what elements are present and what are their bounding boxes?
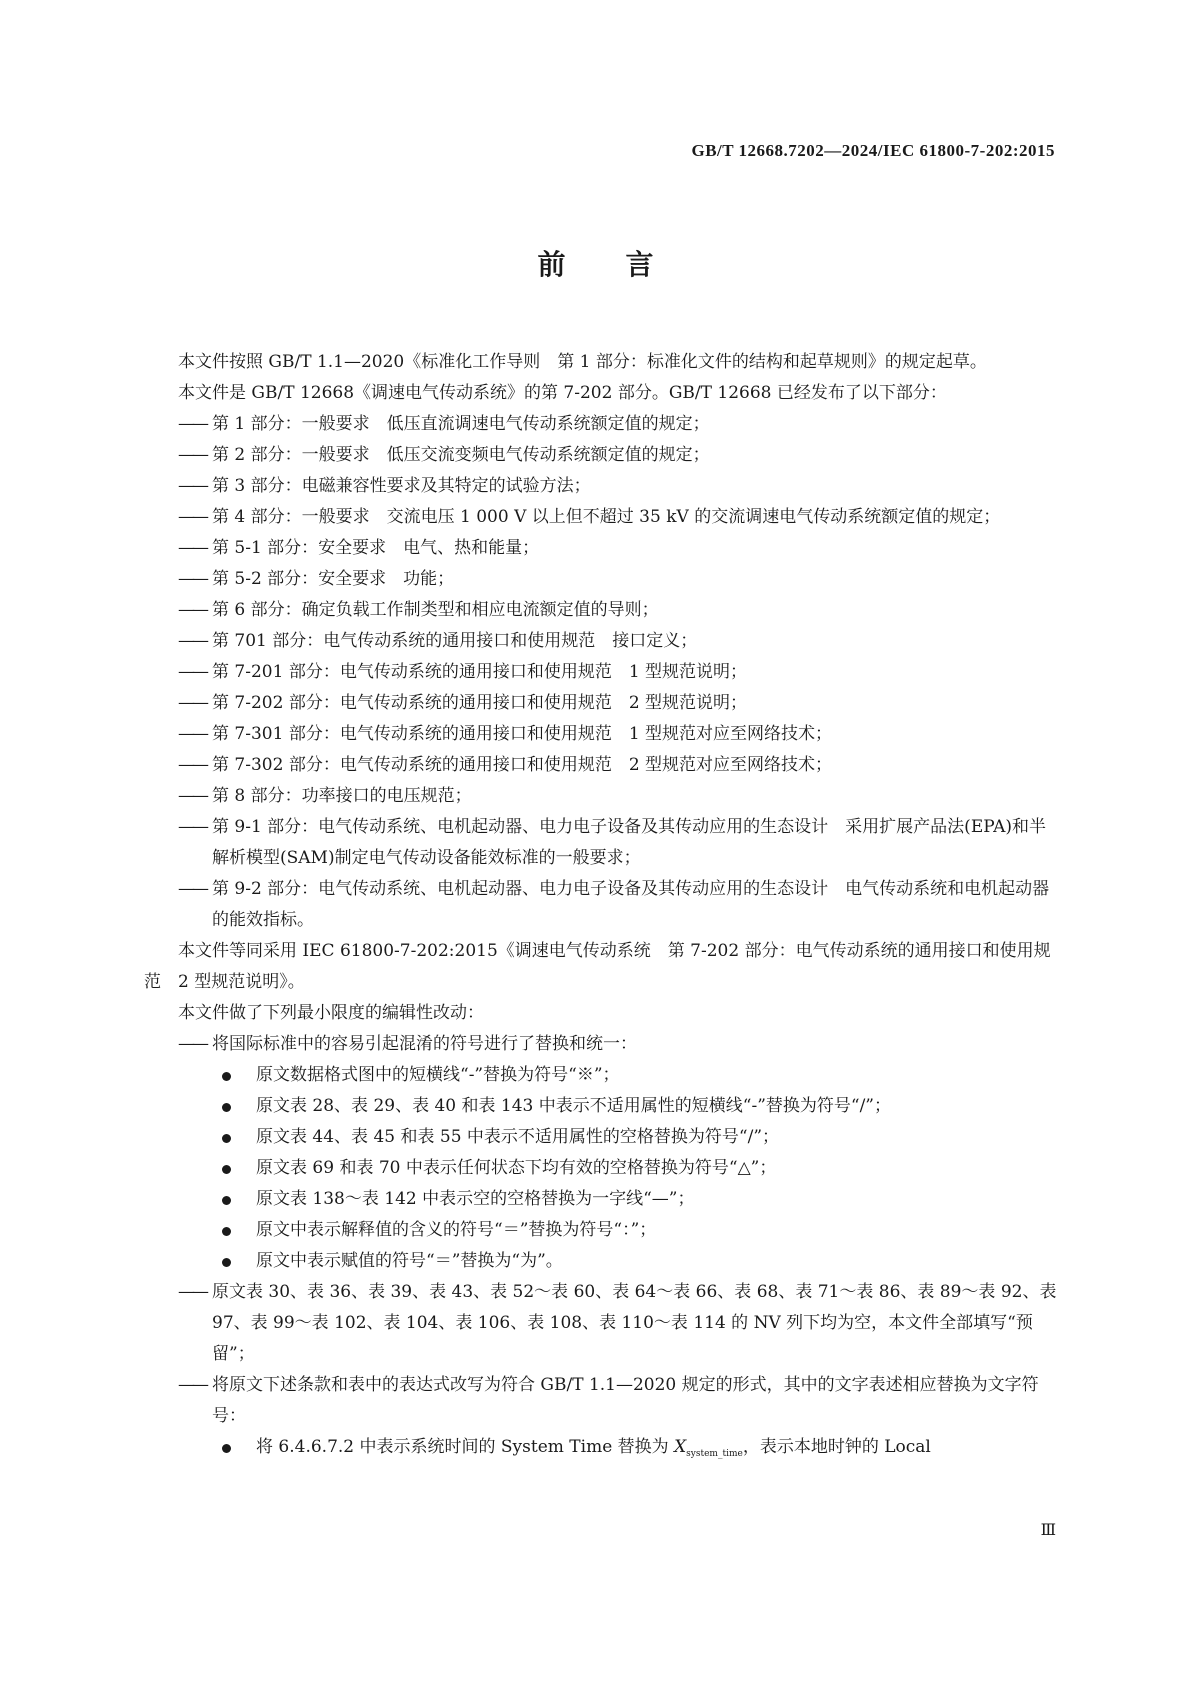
dash-mark: —— (178, 786, 206, 806)
part-list-item (144, 750, 1057, 781)
edit-item-1 (144, 1029, 1057, 1060)
intro-paragraph-2: 本文件是 GB/T 12668《调速电气传动系统》的第 7-202 部分。GB/T 12668 已经发布了以下部分： (178, 383, 947, 403)
bullet-item-text: 原文表 44、表 45 和表 55 中表示不适用属性的空格替换为符号“/”； (256, 1127, 780, 1147)
symbol-bullet-list (144, 1060, 1057, 1277)
bullet-dot-icon (222, 1072, 231, 1081)
formula-bullet (144, 1432, 1057, 1470)
parts-list (144, 409, 1057, 936)
edits-intro: 本文件做了下列最小限度的编辑性改动： (178, 1003, 484, 1023)
dash-mark: —— (178, 414, 206, 434)
foreword-body (144, 347, 1057, 1470)
dash-mark: —— (178, 755, 206, 775)
page-title: 前言 (537, 248, 714, 281)
page-number: Ⅲ (1040, 1522, 1056, 1539)
bullet-dot-icon (222, 1103, 231, 1112)
bullet-item-text: 原文表 69 和表 70 中表示任何状态下均有效的空格替换为符号“△”； (256, 1158, 777, 1178)
part-list-item (144, 657, 1057, 688)
dash-mark: —— (178, 724, 206, 744)
bullet-item (144, 1153, 1057, 1184)
part-list-item (144, 626, 1057, 657)
bullet-dot-icon (222, 1196, 231, 1205)
part-list-item (144, 595, 1057, 626)
bullet-dot-icon (222, 1444, 231, 1453)
dash-mark: —— (178, 817, 206, 837)
part-list-item (144, 719, 1057, 750)
part-list-item-text: 第 1 部分：一般要求 低压直流调速电气传动系统额定值的规定； (212, 414, 710, 434)
document-number: GB/T 12668.7202—2024/IEC 61800-7-202:2015 (691, 141, 1055, 160)
part-list-item-text: 第 3 部分：电磁兼容性要求及其特定的试验方法； (212, 476, 591, 496)
part-list-item-text: 第 5-1 部分：安全要求 电气、热和能量； (212, 538, 540, 558)
part-list-item (144, 533, 1057, 564)
edit-item-2-text: 原文表 30、表 36、表 39、表 43、表 52～表 60、表 64～表 66、表 68、表 71～表 86、表 89～表 92、表 97、表 99～表 102、表 104、表 106、表 108、表 110～表 114 的 NV 列下均为空，本文件全部填写“预留”； (212, 1282, 1057, 1364)
edit-item-3-text: 将原文下述条款和表中的表达式改写为符合 GB/T 1.1—2020 规定的形式，其中的文字表述相应替换为文字符号： (212, 1375, 1039, 1426)
dash-mark: —— (178, 1282, 206, 1302)
dash-mark: —— (178, 569, 206, 589)
part-list-item (144, 812, 1057, 874)
bullet-item (144, 1184, 1057, 1215)
part-list-item-text: 第 7-302 部分：电气传动系统的通用接口和使用规范 2 型规范对应至网络技术； (212, 755, 833, 775)
dash-mark: —— (178, 600, 206, 620)
dash-mark: —— (178, 631, 206, 651)
part-list-item (144, 781, 1057, 812)
adoption-paragraph: 本文件等同采用 IEC 61800-7-202:2015《调速电气传动系统 第 7-202 部分：电气传动系统的通用接口和使用规范 2 型规范说明》。 (144, 941, 1051, 992)
part-list-item (144, 688, 1057, 719)
dash-mark: —— (178, 1034, 206, 1054)
dash-mark: —— (178, 476, 206, 496)
part-list-item-text: 第 8 部分：功率接口的电压规范； (212, 786, 472, 806)
part-list-item (144, 564, 1057, 595)
bullet-item-text: 原文数据格式图中的短横线“-”替换为符号“※”； (256, 1065, 620, 1085)
bullet-dot-icon (222, 1165, 231, 1174)
intro-paragraph-1: 本文件按照 GB/T 1.1—2020《标准化工作导则 第 1 部分：标准化文件的结构和起草规则》的规定起草。 (178, 352, 987, 372)
edit-item-3 (144, 1370, 1057, 1432)
dash-mark: —— (178, 662, 206, 682)
edit-item-1-text: 将国际标准中的容易引起混淆的符号进行了替换和统一： (212, 1034, 637, 1054)
part-list-item (144, 874, 1057, 936)
dash-mark: —— (178, 1375, 206, 1395)
bullet-item-text: 原文中表示解释值的含义的符号“＝”替换为符号“：”； (256, 1220, 657, 1240)
bullet-item (144, 1215, 1057, 1246)
bullet-item (144, 1246, 1057, 1277)
dash-mark: —— (178, 445, 206, 465)
part-list-item-text: 第 701 部分：电气传动系统的通用接口和使用规范 接口定义； (212, 631, 698, 651)
part-list-item (144, 471, 1057, 502)
part-list-item (144, 502, 1057, 533)
bullet-item (144, 1122, 1057, 1153)
part-list-item-text: 第 2 部分：一般要求 低压交流变频电气传动系统额定值的规定； (212, 445, 710, 465)
bullet-dot-icon (222, 1227, 231, 1236)
formula-text-post: ，表示本地时钟的 Local (742, 1437, 931, 1457)
bullet-dot-icon (222, 1134, 231, 1143)
part-list-item-text: 第 7-202 部分：电气传动系统的通用接口和使用规范 2 型规范说明； (212, 693, 748, 713)
part-list-item-text: 第 7-301 部分：电气传动系统的通用接口和使用规范 1 型规范对应至网络技术； (212, 724, 833, 744)
dash-mark: —— (178, 693, 206, 713)
bullet-item (144, 1060, 1057, 1091)
dash-mark: —— (178, 879, 206, 899)
dash-mark: —— (178, 538, 206, 558)
part-list-item (144, 440, 1057, 471)
part-list-item-text: 第 6 部分：确定负载工作制类型和相应电流额定值的导则； (212, 600, 659, 620)
dash-mark: —— (178, 507, 206, 527)
part-list-item-text: 第 9-1 部分：电气传动系统、电机起动器、电力电子设备及其传动应用的生态设计 采用扩展产品法(EPA)和半解析模型(SAM)制定电气传动设备能效标准的一般要求； (212, 817, 1047, 868)
part-list-item-text: 第 5-2 部分：安全要求 功能； (212, 569, 455, 589)
bullet-item-text: 原文表 138～表 142 中表示空的空格替换为一字线“—”； (256, 1189, 695, 1209)
bullet-item-text: 原文中表示赋值的符号“＝”替换为“为”。 (256, 1251, 563, 1271)
part-list-item-text: 第 7-201 部分：电气传动系统的通用接口和使用规范 1 型规范说明； (212, 662, 748, 682)
formula-text-pre: 将 6.4.6.7.2 中表示系统时间的 System Time 替换为 (256, 1437, 675, 1457)
part-list-item (144, 409, 1057, 440)
formula-subscript: system_time (686, 1449, 743, 1459)
part-list-item-text: 第 9-2 部分：电气传动系统、电机起动器、电力电子设备及其传动应用的生态设计 电气传动系统和电机起动器的能效指标。 (212, 879, 1050, 930)
bullet-dot-icon (222, 1258, 231, 1267)
edit-item-2 (144, 1277, 1057, 1370)
formula-variable: X (674, 1437, 687, 1457)
part-list-item-text: 第 4 部分：一般要求 交流电压 1 000 V 以上但不超过 35 kV 的交流调速电气传动系统额定值的规定； (212, 507, 1001, 527)
bullet-item (144, 1091, 1057, 1122)
bullet-item-text: 原文表 28、表 29、表 40 和表 143 中表示不适用属性的短横线“-”替换为符号“/”； (256, 1096, 892, 1116)
